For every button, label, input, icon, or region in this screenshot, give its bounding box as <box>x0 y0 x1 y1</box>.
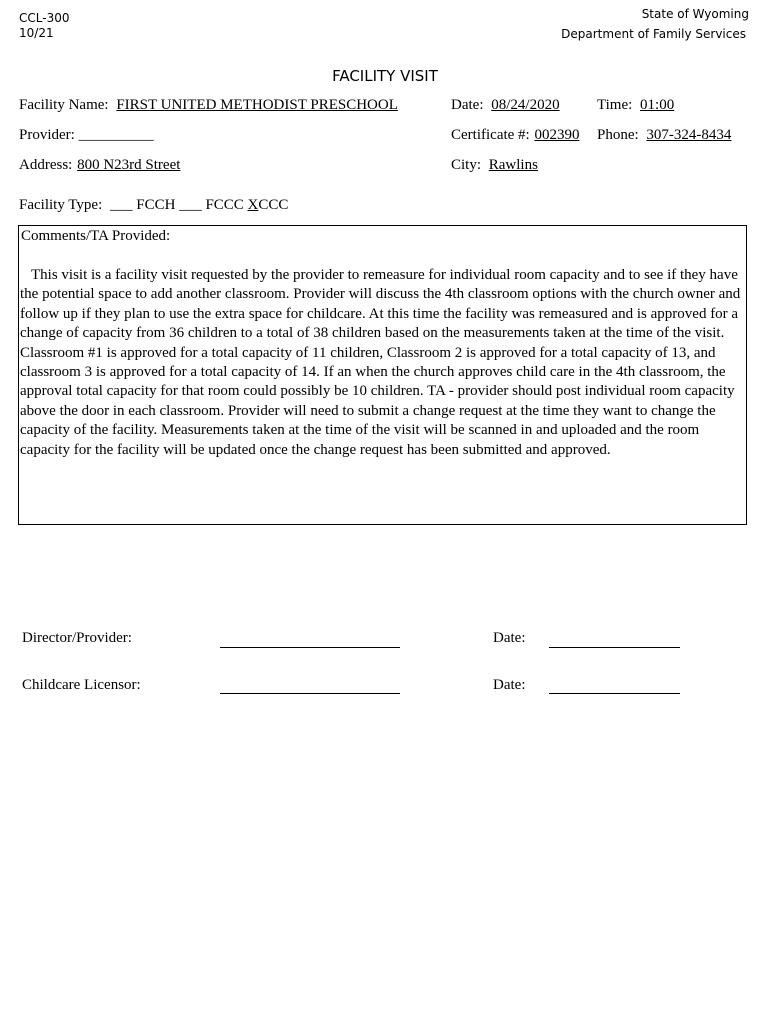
form-revision-date: 10/21 <box>19 26 54 40</box>
director-date-line[interactable] <box>549 647 680 648</box>
facility-type-blank-fcch: ___ <box>110 197 133 213</box>
visit-time-label: Time: <box>597 97 633 113</box>
address-label: Address: <box>19 157 73 173</box>
address-value: 800 N23rd Street <box>77 157 181 173</box>
city-label: City: <box>451 157 482 173</box>
city-value: Rawlins <box>488 157 538 173</box>
facility-type-option-fcch: FCCH <box>136 197 176 213</box>
licensor-signature-line[interactable] <box>220 693 400 694</box>
childcare-licensor-label: Childcare Licensor: <box>22 677 141 693</box>
licensor-date-label: Date: <box>493 677 526 693</box>
visit-time-field <box>597 97 674 114</box>
city-field <box>451 157 538 174</box>
comments-text: This visit is a facility visit requested by the provider to remeasure for individual room capacity and to see if they have the potential space to add another classroom. Provider will discuss the 4th classroom options with the church owner and follow up if they plan to use the extra space for childcare. At this time the facility was remeasured and is approved for a change of capacity from 36 children to a total of 38 children based on the measurements taken at the time of the visit. Classroom #1 is approved for a total capacity of 11 children, Classroom 2 is approved for a total capacity of 13, and classroom 3 is approved for a total capacity of 14. If an when the church approves child care in the 4th classroom, the approval total capacity for that room could possibly be 10 children. TA - provider should post individual room capacity above the door in each classroom. Provider will need to submit a change request at the time they want to change the capacity of the facility. Measurements taken at the time of the visit will be scanned in and uploaded and the room capacity for the facility will be updated once the change request has been submitted and approved. <box>20 267 741 458</box>
visit-time-value: 01:00 <box>640 97 675 113</box>
licensor-date-line[interactable] <box>549 693 680 694</box>
address-field <box>19 157 180 174</box>
director-signature-line[interactable] <box>220 647 400 648</box>
comments-label: Comments/TA Provided: <box>21 228 171 244</box>
visit-date-field <box>451 97 560 114</box>
visit-date-value: 08/24/2020 <box>491 97 560 113</box>
comments-box <box>18 225 747 525</box>
page-title: FACILITY VISIT <box>332 67 438 85</box>
facility-type-option-fccc: FCCC <box>205 197 244 213</box>
facility-type-label: Facility Type: <box>19 197 103 213</box>
phone-field <box>597 127 731 144</box>
certificate-field <box>451 127 579 144</box>
facility-name-field <box>19 97 398 114</box>
facility-name-value: FIRST UNITED METHODIST PRESCHOOL <box>116 97 398 113</box>
provider-value: __________ <box>78 127 154 143</box>
visit-date-label: Date: <box>451 97 484 113</box>
state-name: State of Wyoming <box>641 7 749 21</box>
facility-type-field <box>19 197 288 214</box>
facility-type-blank-fccc: ___ <box>179 197 202 213</box>
director-provider-label: Director/Provider: <box>22 630 132 646</box>
director-date-label: Date: <box>493 630 526 646</box>
phone-value: 307-324-8434 <box>646 127 732 143</box>
facility-type-mark-ccc: X <box>247 197 259 213</box>
provider-label: Provider: <box>19 127 75 143</box>
form-code: CCL-300 <box>19 11 70 25</box>
facility-name-label: Facility Name: <box>19 97 109 113</box>
certificate-value: 002390 <box>534 127 580 143</box>
certificate-label: Certificate #: <box>451 127 530 143</box>
facility-type-option-ccc: CCC <box>258 197 289 213</box>
phone-label: Phone: <box>597 127 639 143</box>
department-name: Department of Family Services <box>561 27 746 41</box>
provider-field <box>19 127 154 144</box>
